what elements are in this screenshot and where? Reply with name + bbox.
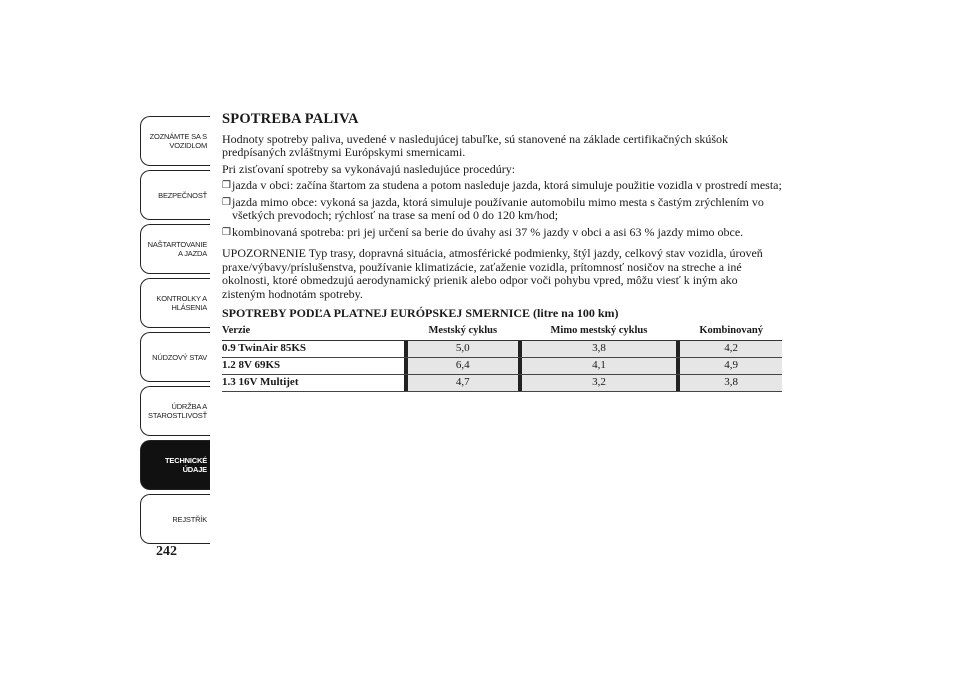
checkbox-bullet-icon: ❒ bbox=[222, 180, 231, 191]
list-item: ❒ jazda v obci: začína štartom za studena a potom nasleduje jazda, ktorá simuluje použitie vozidla v prostredí mesta; bbox=[222, 178, 782, 192]
table-row bbox=[222, 358, 782, 375]
tab-bezpecnost[interactable]: BEZPEČNOSŤ bbox=[140, 170, 210, 220]
intro-paragraph: Hodnoty spotreby paliva, uvedené v nasledujúcej tabuľke, sú stanovené na základe certifikačných skúšok predpísaných zvláštnymi Európskymi smernicami. bbox=[222, 131, 729, 159]
value-cell: 4,2 bbox=[680, 341, 782, 358]
value-cell: 4,7 bbox=[408, 375, 518, 392]
tab-nastartovanie-a-jazda[interactable]: NAŠTARTOVANIE A JAZDA bbox=[140, 224, 210, 274]
table-header-row bbox=[222, 323, 782, 341]
procedures-intro: Pri zisťovaní spotreby sa vykonávajú nasledujúce procedúry: bbox=[222, 161, 516, 176]
main-content bbox=[222, 113, 782, 392]
tab-udrzba-a-starostlivost[interactable]: ÚDRŽBA A STAROSTLIVOSŤ bbox=[140, 386, 210, 436]
table-row bbox=[222, 375, 782, 392]
warning-paragraph: UPOZORNENIE Typ trasy, dopravná situácia, atmosférické podmienky, štýl jazdy, celkový stav vozidla, úroveň praxe/výbavy/príslušenstva, používanie klimatizácie, zaťaženie vozidla, prítomnosť nosičov na streche a iné okolnosti, ktoré obmedzujú aerodynamický prienik alebo odpor voči pohybu vpred, môžu viesť k iným ako zisteným hodnotám spotreby. bbox=[222, 246, 763, 301]
value-cell: 3,2 bbox=[522, 375, 677, 392]
column-header-kombinovany: Kombinovaný bbox=[680, 323, 782, 341]
checkbox-bullet-icon: ❒ bbox=[222, 226, 231, 238]
table-row bbox=[222, 341, 782, 358]
value-cell: 6,4 bbox=[408, 358, 518, 375]
tab-zoznamte-sa-s-vozidlom[interactable]: ZOZNÁMTE SA S VOZIDLOM bbox=[140, 116, 210, 166]
value-cell: 3,8 bbox=[680, 375, 782, 392]
value-cell: 4,9 bbox=[680, 358, 782, 375]
value-cell: 5,0 bbox=[408, 341, 518, 358]
tab-rejstrik[interactable]: REJSTŘÍK bbox=[140, 494, 210, 544]
column-header-mestsky-cyklus: Mestský cyklus bbox=[408, 323, 518, 341]
tab-nudzovy-stav[interactable]: NÚDZOVÝ STAV bbox=[140, 332, 210, 382]
page-number: 242 bbox=[156, 544, 177, 559]
list-item: ❒ jazda mimo obce: vykoná sa jazda, ktorá simuluje používanie automobilu mimo mesta s častým zrýchlením vo všetkých prevodoch; rýchlosť na trase sa mení od 0 do 120 km/hod; bbox=[222, 194, 764, 222]
column-header-verzie: Verzie bbox=[222, 323, 404, 341]
tab-kontrolky-a-hlasenia[interactable]: KONTROLKY A HLÁSENIA bbox=[140, 278, 210, 328]
list-item: ❒ kombinovaná spotreba: pri jej určení sa berie do úvahy asi 37 % jazdy v obci a asi 63 % jazdy mimo obce. bbox=[222, 224, 744, 239]
value-cell: 3,8 bbox=[522, 341, 677, 358]
column-header-mimo-mestsky-cyklus: Mimo mestský cyklus bbox=[522, 323, 677, 341]
version-cell: 1.2 8V 69KS bbox=[222, 358, 404, 375]
checkbox-bullet-icon: ❒ bbox=[222, 196, 231, 208]
version-cell: 0.9 TwinAir 85KS bbox=[222, 341, 404, 358]
value-cell: 4,1 bbox=[522, 358, 677, 375]
version-cell: 1.3 16V Multijet bbox=[222, 375, 404, 392]
table-title: SPOTREBY PODĽA PLATNEJ EURÓPSKEJ SMERNICE (litre na 100 km) bbox=[222, 306, 619, 320]
tab-technicke-udaje[interactable]: TECHNICKÉ ÚDAJE bbox=[140, 440, 210, 490]
consumption-table bbox=[222, 323, 782, 393]
page-title: SPOTREBA PALIVA bbox=[222, 111, 359, 127]
